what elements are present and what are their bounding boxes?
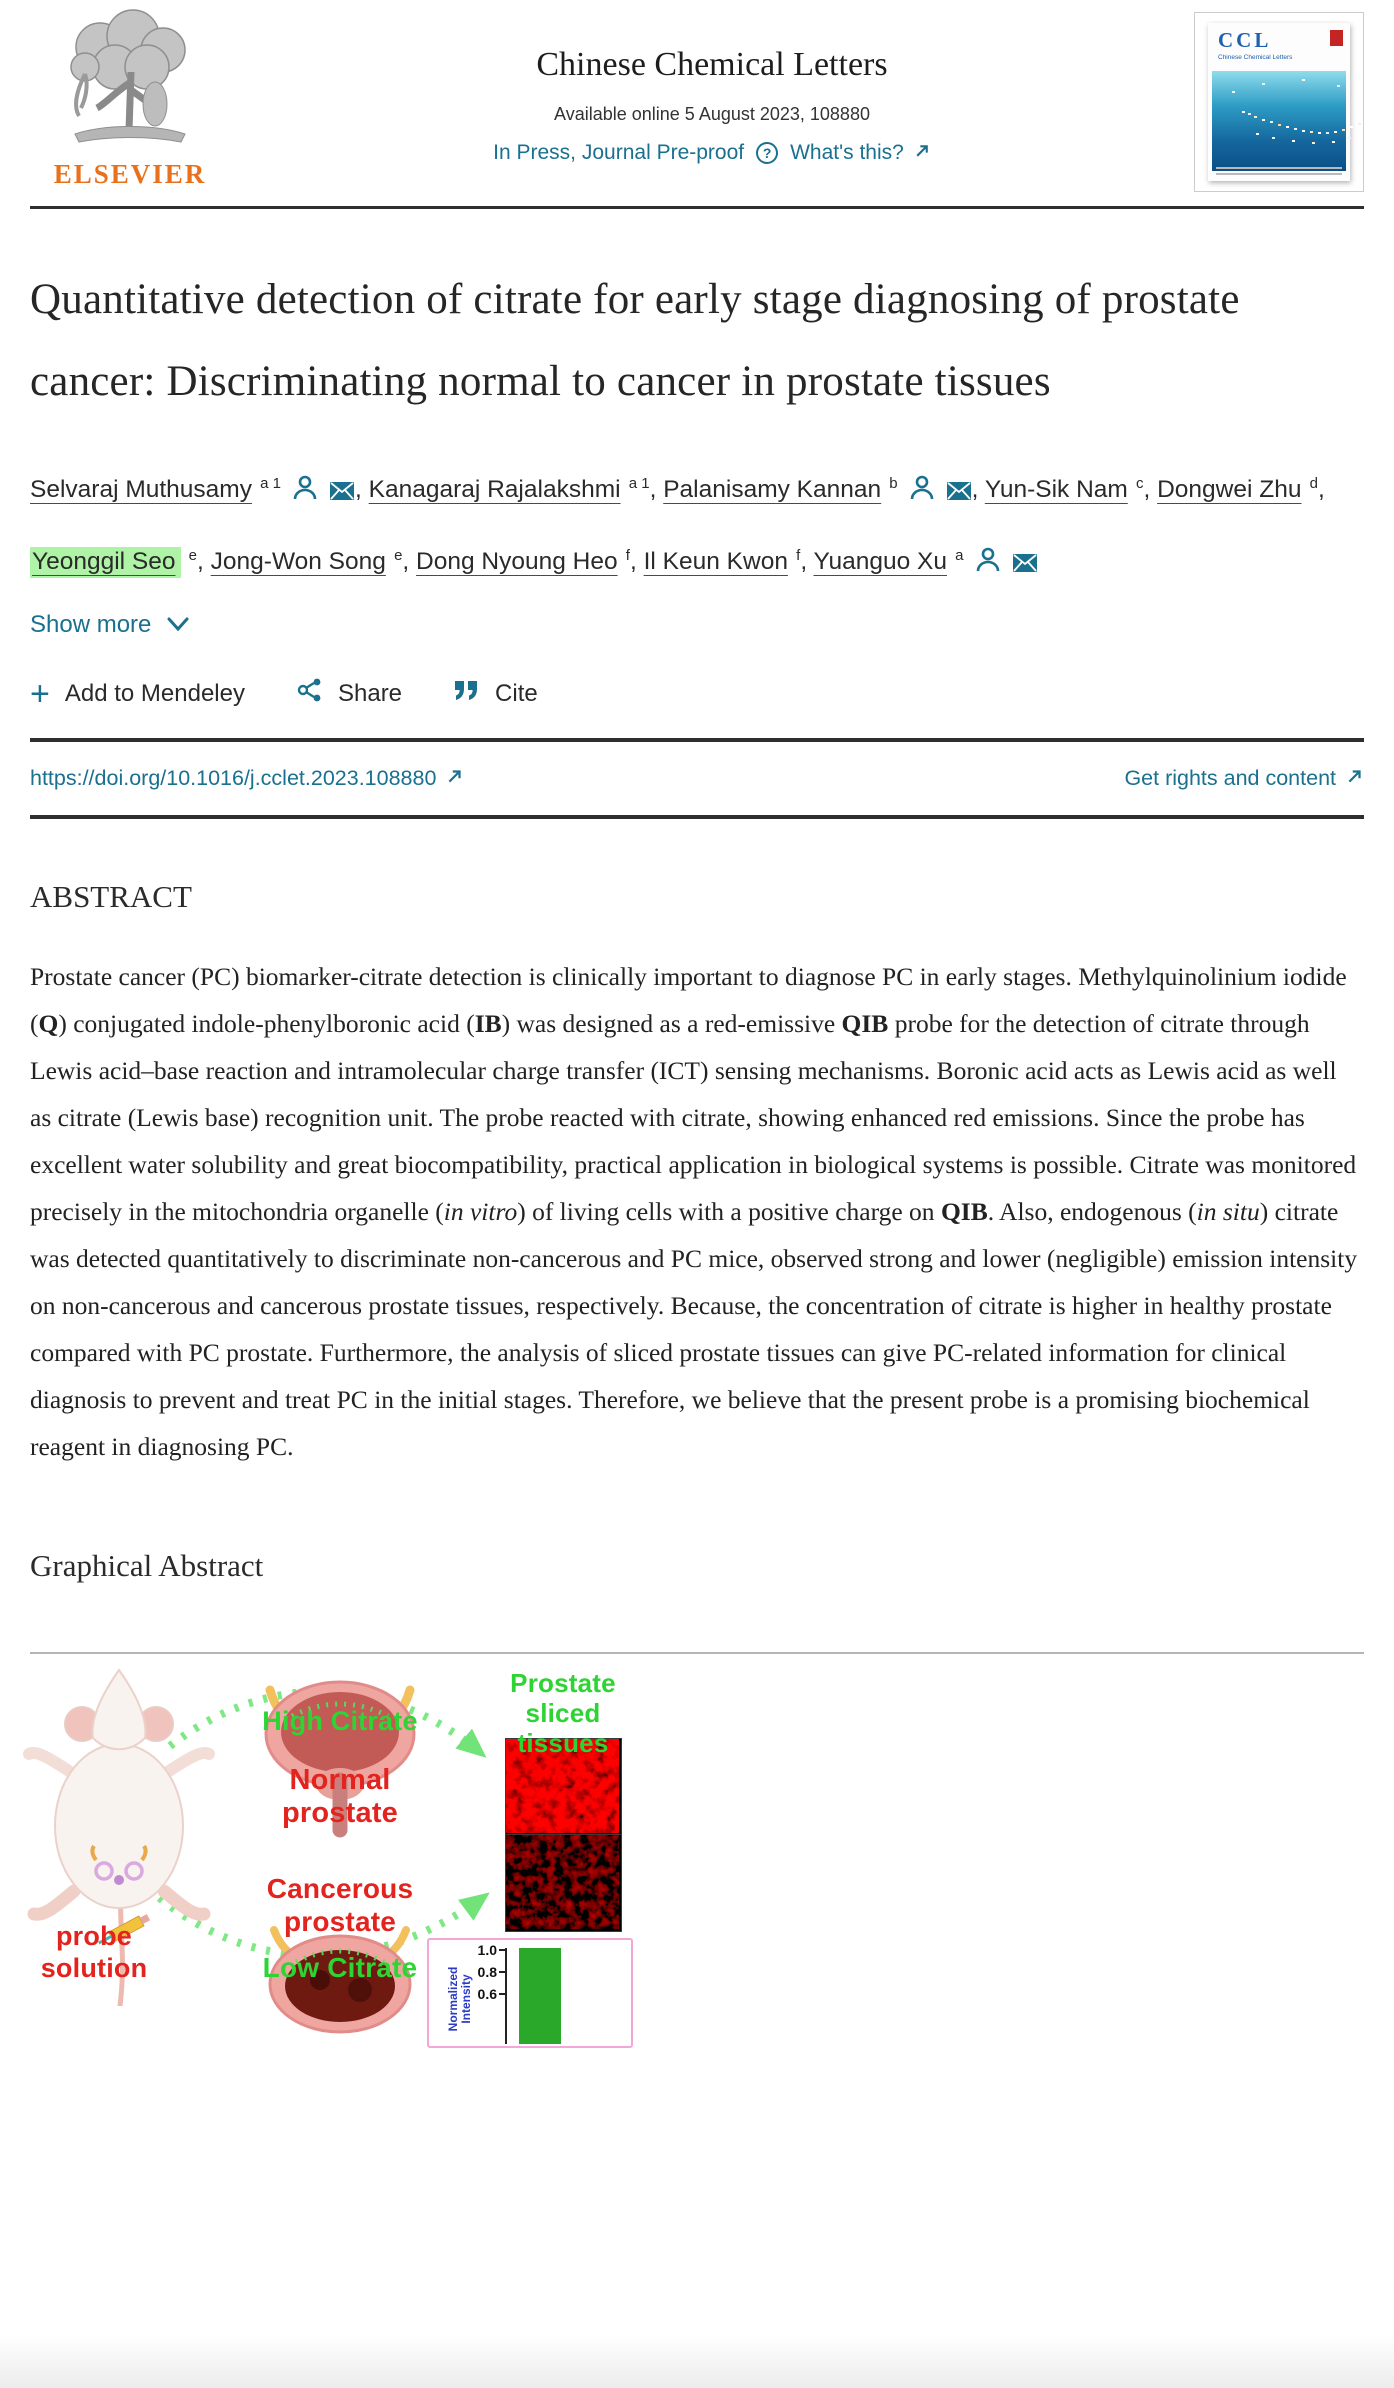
author-affiliation-sup: e — [184, 547, 198, 565]
label-low-citrate: Low Citrate — [262, 1952, 418, 1984]
share-button[interactable]: Share — [297, 677, 402, 710]
elsevier-logo[interactable] — [30, 12, 230, 190]
journal-cover-art — [1208, 23, 1350, 181]
author — [211, 548, 403, 575]
cover-footer-line — [1216, 173, 1342, 175]
doi-bottom-rule — [30, 815, 1364, 819]
external-link-icon — [1346, 766, 1364, 791]
author-affiliation-sup: b — [885, 475, 898, 492]
abstract-heading: ABSTRACT — [30, 879, 192, 915]
axis-tick: 0.6 — [477, 1986, 497, 2003]
quote-icon — [454, 679, 480, 708]
axis-tick: 0.8 — [477, 1964, 497, 1981]
envelope-icon[interactable] — [1012, 535, 1038, 597]
graphical-abstract-heading: Graphical Abstract — [30, 1548, 264, 1584]
author-link[interactable]: Il Keun Kwon — [643, 548, 788, 576]
author-affiliation-sup: a 1 — [624, 475, 650, 492]
author-affiliation-sup: f — [791, 547, 801, 565]
person-icon[interactable] — [976, 535, 1000, 597]
external-link-icon — [446, 766, 464, 791]
mini-chart-axis-label: Normalized Intensity — [446, 1966, 473, 2032]
label-prostate-sliced-tissues: Prostate sliced tissues — [510, 1668, 616, 1759]
journal-cover-thumbnail[interactable] — [1194, 12, 1364, 192]
author — [985, 476, 1144, 503]
mini-chart-green-bar — [519, 1948, 561, 2044]
author-list: Selvaraj Muthusamy $^{a 1}$ , Kanagaraj Rajalakshmi $^{a 1}$, Palanisamy Kannan $^b$ , Yun-Sik Nam $^c$, Dongwei Zhu $^d$, Yeonggil Seo $^e$, Jong-Won Song $^e$, Dong Nyoung Heo $^f$, Il Keun Kwon $^f$, Yuanguo Xu $^a$ — [30, 453, 1330, 597]
cite-button[interactable]: Cite — [454, 679, 538, 708]
add-to-mendeley-button[interactable]: + Add to Mendeley — [30, 674, 245, 713]
author-affiliation-sup: e — [389, 547, 403, 565]
envelope-icon[interactable] — [329, 463, 355, 525]
author — [1157, 476, 1318, 503]
person-icon[interactable] — [293, 463, 317, 525]
cover-subtitle: Chinese Chemical Letters — [1218, 54, 1293, 61]
author-affiliation-sup: c — [1131, 475, 1144, 492]
abstract-text: Prostate cancer (PC) biomarker-citrate detection is clinically important to diagnose PC in early stages. Methylquinolinium iodide (Q) conjugated indole-phenylboronic acid (IB) was designed as a red-emissive QIB probe for the detection of citrate through Lewis acid–base reaction and intramolecular charge transfer (ICT) sensing mechanisms. Boronic acid acts as Lewis acid as well as citrate (Lewis base) recognition unit. The probe reacted with citrate, showing enhanced red emissions. Since the probe has excellent water solubility and great biocompatibility, practical application in biological systems is possible. Citrate was monitored precisely in the mitochondria organelle (in vitro) of living cells with a positive charge on QIB. Also, endogenous (in situ) citrate was detected quantitatively to discriminate non-cancerous and PC mice, observed strong and lower (negligible) emission intensity on non-cancerous and cancerous prostate tissues, respectively. Because, the concentration of citrate is higher in healthy prostate compared with PC prostate. Furthermore, the analysis of sliced prostate tissues can give PC-related information for clinical diagnosis to prevent and treat PC in the initial stages. Therefore, we believe that the present probe is a promising biochemical reagent in diagnosing PC. — [30, 962, 1358, 1462]
cover-sea-image — [1212, 71, 1346, 171]
page-header — [30, 0, 1364, 192]
doi-link[interactable]: https://doi.org/10.1016/j.cclet.2023.108880 — [30, 766, 464, 791]
author-affiliation-sup: f — [621, 547, 630, 565]
envelope-icon[interactable] — [946, 463, 972, 525]
show-more-button[interactable]: Show more — [30, 611, 189, 639]
author — [813, 548, 1037, 575]
question-circle-icon[interactable]: ? — [756, 142, 778, 164]
author-link[interactable]: Yun-Sik Nam — [984, 476, 1128, 504]
author-link[interactable]: Palanisamy Kannan — [663, 476, 882, 504]
graphical-abstract-divider — [30, 1652, 1364, 1654]
cover-fish-school — [1242, 111, 1245, 113]
page-bottom-fade — [0, 2334, 1394, 2388]
author — [30, 476, 355, 503]
header-divider — [30, 206, 1364, 209]
author-affiliation-sup: a — [951, 547, 964, 565]
person-icon[interactable] — [910, 463, 934, 525]
label-cancerous-prostate: Cancerous prostate — [266, 1873, 414, 1938]
article-status: In Press, Journal Pre-proof — [493, 141, 745, 164]
author-affiliation-sup: d — [1305, 475, 1318, 492]
author-link[interactable]: Jong-Won Song — [210, 548, 386, 576]
external-link-icon — [914, 141, 931, 165]
author-link[interactable]: Yeonggil Seo — [30, 547, 181, 578]
author-affiliation-sup: a 1 — [255, 475, 281, 492]
mini-bar-chart — [427, 1938, 633, 2048]
author-link[interactable]: Selvaraj Muthusamy — [30, 476, 252, 504]
author — [416, 548, 630, 575]
cover-red-badge — [1330, 30, 1343, 46]
graphical-abstract-image[interactable] — [30, 1662, 650, 2032]
mini-chart-y-axis — [505, 1948, 507, 2044]
chevron-down-icon — [167, 611, 189, 639]
cover-footer-line — [1216, 167, 1342, 169]
author — [644, 548, 801, 575]
journal-title[interactable]: Chinese Chemical Letters — [536, 46, 888, 83]
whats-this-link[interactable]: What's this? — [790, 141, 931, 165]
available-online-text: Available online 5 August 2023, 108880 — [554, 104, 870, 124]
author-link[interactable]: Yuanguo Xu — [813, 548, 948, 576]
share-icon — [297, 677, 323, 710]
label-normal-prostate: Normal prostate — [281, 1764, 398, 1830]
author — [369, 476, 650, 503]
tissue-image-cancerous — [505, 1834, 622, 1932]
author-link[interactable]: Dongwei Zhu — [1157, 476, 1302, 504]
plus-icon: + — [30, 674, 50, 713]
author — [30, 548, 197, 575]
article-title: Quantitative detection of citrate for early stage diagnosing of prostate cancer: Discriminating normal to cancer in prostate tissues — [30, 276, 1240, 405]
author-link[interactable]: Kanagaraj Rajalakshmi — [368, 476, 621, 504]
elsevier-wordmark: ELSEVIER — [53, 159, 207, 189]
elsevier-tree-icon — [55, 139, 205, 156]
axis-tick: 1.0 — [477, 1942, 497, 1959]
author — [663, 476, 971, 503]
label-high-citrate: High Citrate — [262, 1706, 418, 1737]
author-link[interactable]: Dong Nyoung Heo — [416, 548, 618, 576]
label-probe-solution: probe solution — [40, 1921, 148, 1984]
cover-abbr: CCL — [1218, 28, 1272, 52]
rights-and-content-link[interactable]: Get rights and content — [1124, 766, 1364, 791]
